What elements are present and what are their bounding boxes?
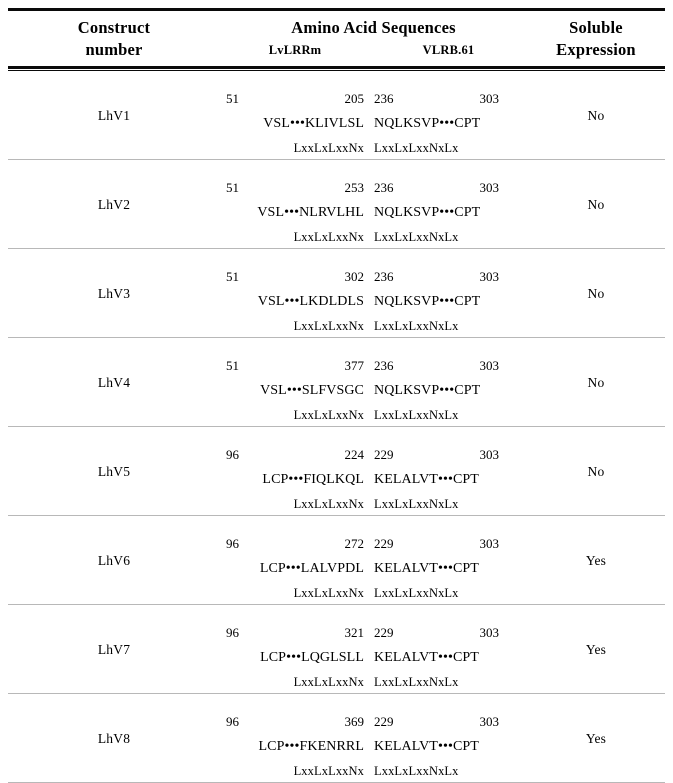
soluble-expression-cell [527, 701, 665, 776]
lvlrrm-motif-text: LxxLxLxxNx [293, 318, 364, 333]
residue-range-line [220, 256, 527, 284]
motif-line [220, 217, 527, 242]
vlrb61-motif-text: LxxLxLxxNxLx [374, 140, 459, 155]
lvlrrm-range-start: 51 [226, 357, 239, 373]
vlrb61-motif-text: LxxLxLxxNxLx [374, 585, 459, 600]
vlrb61-range-end: 303 [479, 713, 499, 729]
motif-line [220, 128, 527, 153]
sequence-block [220, 256, 527, 331]
vlrb61-range-start: 236 [374, 268, 394, 284]
soluble-expression-cell [527, 345, 665, 420]
soluble-expression-cell [527, 256, 665, 331]
residue-range-line [220, 345, 527, 373]
construct-number-label: LhV7 [97, 641, 131, 657]
header-construct-number: number [85, 40, 143, 59]
lvlrrm-range-end: 369 [344, 713, 364, 729]
motif-line [220, 573, 527, 598]
construct-number-cell [8, 523, 220, 598]
construct-number-cell [8, 167, 220, 242]
vlrb61-range-end: 303 [479, 624, 499, 640]
lvlrrm-motif-text: LxxLxLxxNx [293, 763, 364, 778]
header-soluble-expression: Expression [556, 40, 636, 59]
vlrb61-range-start: 229 [374, 624, 394, 640]
residue-range-line [220, 612, 527, 640]
table-row [8, 694, 665, 782]
construct-number-label: LhV1 [97, 107, 131, 123]
lvlrrm-range-start: 96 [226, 446, 239, 462]
lvlrrm-range-start: 51 [226, 179, 239, 195]
vlrb61-range-start: 229 [374, 535, 394, 551]
lvlrrm-sequence-text: VSL•••KLIVLSL [263, 115, 364, 131]
vlrb61-range-end: 303 [479, 268, 499, 284]
soluble-expression-cell [527, 78, 665, 153]
table-header [8, 11, 665, 66]
lvlrrm-sequence-text: LCP•••LQGLSLL [260, 649, 364, 665]
lvlrrm-motif-text: LxxLxLxxNx [293, 585, 364, 600]
lvlrrm-sequence-text: LCP•••FIQLKQL [262, 471, 364, 487]
vlrb61-motif-text: LxxLxLxxNxLx [374, 318, 459, 333]
motif-line [220, 751, 527, 776]
soluble-expression-cell [527, 612, 665, 687]
construct-number-cell [8, 434, 220, 509]
soluble-expression-value: No [587, 196, 605, 212]
vlrb61-range-end: 303 [479, 90, 499, 106]
vlrb61-range-end: 303 [479, 535, 499, 551]
vlrb61-sequence-text: KELALVT•••CPT [374, 649, 479, 665]
lvlrrm-range-end: 224 [344, 446, 364, 462]
residue-range-line [220, 78, 527, 106]
construct-number-label: LhV5 [97, 463, 131, 479]
residue-range-line [220, 167, 527, 195]
construct-number-cell [8, 256, 220, 331]
vlrb61-sequence-text: NQLKSVP•••CPT [374, 115, 481, 131]
vlrb61-range-end: 303 [479, 357, 499, 373]
lvlrrm-range-start: 96 [226, 624, 239, 640]
motif-line [220, 484, 527, 509]
construct-number-label: LhV2 [97, 196, 131, 212]
sequence-block [220, 345, 527, 420]
sequence-line [220, 370, 527, 398]
lvlrrm-range-start: 96 [226, 535, 239, 551]
vlrb61-sequence-text: KELALVT•••CPT [374, 471, 479, 487]
lvlrrm-range-end: 377 [344, 357, 364, 373]
sequence-line [220, 548, 527, 576]
vlrb61-motif-text: LxxLxLxxNxLx [374, 496, 459, 511]
motif-line [220, 662, 527, 687]
vlrb61-range-start: 229 [374, 713, 394, 729]
sequence-line [220, 281, 527, 309]
lvlrrm-sequence-text: VSL•••LKDLDLS [257, 293, 364, 309]
table-row [8, 427, 665, 515]
lvlrrm-range-end: 321 [344, 624, 364, 640]
sequence-block [220, 167, 527, 242]
table-row [8, 516, 665, 604]
table-row [8, 249, 665, 337]
sequence-line [220, 103, 527, 131]
vlrb61-sequence-text: KELALVT•••CPT [374, 560, 479, 576]
lvlrrm-motif-text: LxxLxLxxNx [293, 496, 364, 511]
construct-number-cell [8, 78, 220, 153]
vlrb61-motif-text: LxxLxLxxNxLx [374, 229, 459, 244]
motif-line [220, 395, 527, 420]
soluble-expression-value: No [587, 285, 605, 301]
lvlrrm-motif-text: LxxLxLxxNx [293, 407, 364, 422]
sequence-block [220, 78, 527, 153]
lvlrrm-sequence-text: VSL•••NLRVLHL [257, 204, 364, 220]
sequence-block [220, 523, 527, 598]
lvlrrm-sequence-text: LCP•••FKENRRL [258, 738, 364, 754]
sequence-line [220, 637, 527, 665]
soluble-expression-value: Yes [585, 552, 607, 568]
construct-number-label: LhV3 [97, 285, 131, 301]
soluble-expression-cell [527, 434, 665, 509]
motif-line [220, 306, 527, 331]
table-row [8, 71, 665, 159]
vlrb61-range-start: 236 [374, 179, 394, 195]
lvlrrm-sequence-text: LCP•••LALVPDL [259, 560, 364, 576]
vlrb61-motif-text: LxxLxLxxNxLx [374, 407, 459, 422]
table-row [8, 605, 665, 693]
table-row [8, 338, 665, 426]
sequence-line [220, 192, 527, 220]
vlrb61-range-end: 303 [479, 446, 499, 462]
lvlrrm-range-start: 96 [226, 713, 239, 729]
sequence-block [220, 612, 527, 687]
construct-number-cell [8, 701, 220, 776]
residue-range-line [220, 701, 527, 729]
residue-range-line [220, 523, 527, 551]
lvlrrm-range-start: 51 [226, 268, 239, 284]
construct-number-label: LhV4 [97, 374, 131, 390]
construct-table [8, 0, 665, 783]
construct-number-cell [8, 612, 220, 687]
vlrb61-range-start: 236 [374, 357, 394, 373]
header-soluble: Soluble [569, 18, 623, 37]
soluble-expression-value: No [587, 463, 605, 479]
construct-number-cell [8, 345, 220, 420]
table-body [8, 71, 665, 783]
vlrb61-sequence-text: NQLKSVP•••CPT [374, 293, 481, 309]
vlrb61-sequence-text: KELALVT•••CPT [374, 738, 479, 754]
header-construct: Construct [77, 18, 151, 37]
lvlrrm-range-end: 302 [344, 268, 364, 284]
lvlrrm-range-end: 253 [344, 179, 364, 195]
soluble-expression-cell [527, 523, 665, 598]
lvlrrm-motif-text: LxxLxLxxNx [293, 674, 364, 689]
vlrb61-range-start: 229 [374, 446, 394, 462]
header-amino-acid-sequences: Amino Acid Sequences [291, 18, 456, 37]
soluble-expression-value: Yes [585, 641, 607, 657]
construct-number-label: LhV8 [97, 730, 131, 746]
lvlrrm-sequence-text: VSL•••SLFVSGC [260, 382, 364, 398]
sequence-block [220, 434, 527, 509]
soluble-expression-value: No [587, 107, 605, 123]
vlrb61-sequence-text: NQLKSVP•••CPT [374, 204, 481, 220]
lvlrrm-range-start: 51 [226, 90, 239, 106]
sequence-block [220, 701, 527, 776]
lvlrrm-range-end: 272 [344, 535, 364, 551]
soluble-expression-value: No [587, 374, 605, 390]
vlrb61-range-end: 303 [479, 179, 499, 195]
residue-range-line [220, 434, 527, 462]
lvlrrm-range-end: 205 [344, 90, 364, 106]
soluble-expression-cell [527, 167, 665, 242]
header-subcol-lvlrrm: LvLRRm [268, 43, 322, 57]
header-subcol-vlrb61: VLRB.61 [422, 43, 475, 57]
table-row [8, 160, 665, 248]
vlrb61-sequence-text: NQLKSVP•••CPT [374, 382, 481, 398]
vlrb61-motif-text: LxxLxLxxNxLx [374, 674, 459, 689]
sequence-line [220, 459, 527, 487]
vlrb61-motif-text: LxxLxLxxNxLx [374, 763, 459, 778]
sequence-line [220, 726, 527, 754]
lvlrrm-motif-text: LxxLxLxxNx [293, 229, 364, 244]
construct-number-label: LhV6 [97, 552, 131, 568]
vlrb61-range-start: 236 [374, 90, 394, 106]
soluble-expression-value: Yes [585, 730, 607, 746]
lvlrrm-motif-text: LxxLxLxxNx [293, 140, 364, 155]
